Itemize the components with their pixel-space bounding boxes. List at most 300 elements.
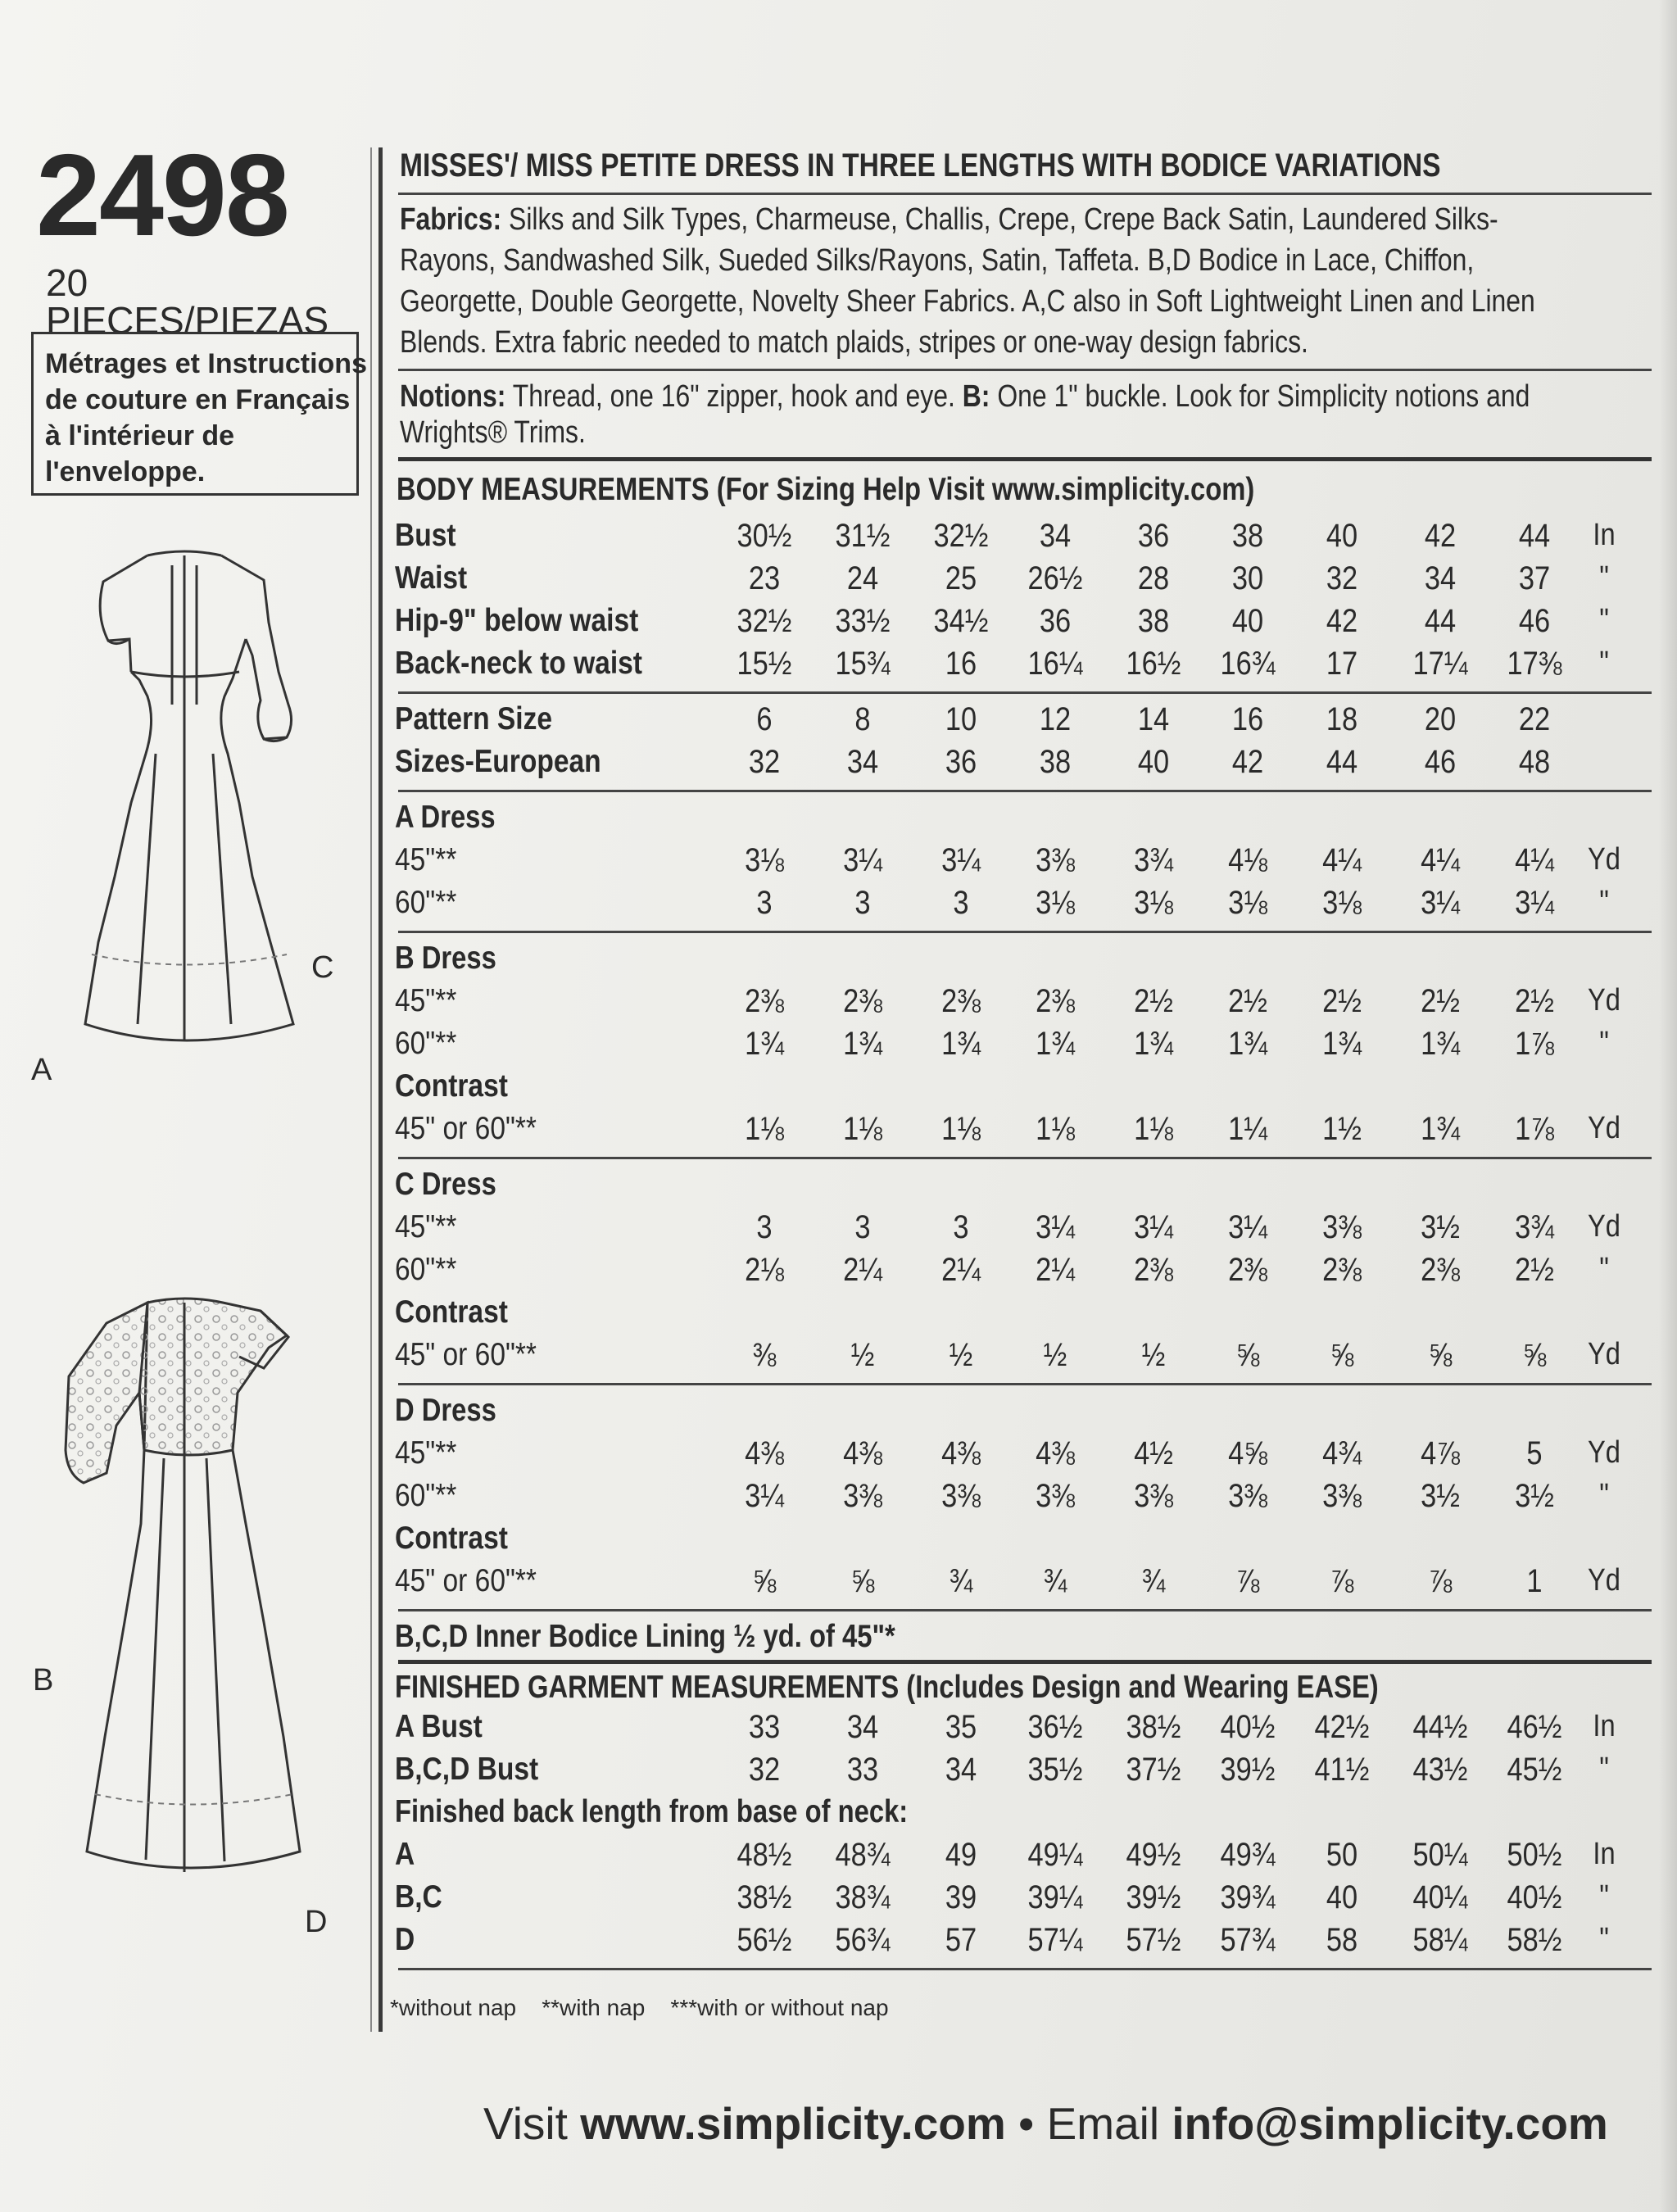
table-cell: 33: [748, 1709, 781, 1745]
table-cell: 41½: [1314, 1752, 1370, 1788]
table-cell: 45½: [1507, 1752, 1562, 1788]
table-cell: 23: [748, 560, 781, 596]
table-cell: 49¼: [1027, 1837, 1083, 1873]
body-measurements-heading: BODY MEASUREMENTS (For Sizing Help Visit www.simplicity.com): [397, 472, 1255, 507]
table-cell: 58¼: [1412, 1922, 1468, 1958]
table-cell: 38: [1039, 744, 1072, 780]
table-cell: 3¼: [1421, 885, 1460, 921]
rule-under-body: [398, 691, 1652, 694]
column-divider-thin: [370, 147, 372, 2032]
table-cell: 4⅞: [1421, 1435, 1460, 1471]
table-cell: 39¼: [1027, 1879, 1083, 1915]
unit-label: ": [1599, 1026, 1609, 1060]
table-cell: 2⅜: [843, 983, 882, 1019]
back-length-heading: Finished back length from base of neck:: [395, 1794, 909, 1829]
table-cell: 39½: [1126, 1879, 1181, 1915]
table-cell: 56¾: [835, 1922, 891, 1958]
table-cell: 1½: [1322, 1111, 1362, 1147]
table-cell: 44: [1326, 744, 1358, 780]
yardage-heading: C Dress: [395, 1167, 496, 1202]
size-row: [392, 701, 1653, 744]
french-line-3: à l'intérieur de: [45, 420, 235, 451]
yardage-row: [392, 1435, 1653, 1478]
table-cell: 26½: [1027, 560, 1083, 596]
yardage-row: [392, 1478, 1653, 1521]
table-cell: ¾: [949, 1563, 973, 1599]
row-label: Bust: [395, 518, 456, 553]
table-cell: 3¼: [745, 1478, 784, 1514]
unit-label: ": [1599, 1922, 1609, 1956]
table-cell: 15½: [737, 646, 792, 682]
rule-under-title: [398, 193, 1652, 195]
table-cell: 3½: [1421, 1478, 1460, 1514]
table-cell: 40: [1137, 744, 1170, 780]
dress-b-d-back-sketch: [49, 1278, 328, 1933]
table-cell: 38: [1137, 603, 1170, 639]
unit-label: Yd: [1588, 983, 1620, 1018]
table-cell: 58½: [1507, 1922, 1562, 1958]
finished-length-row: [392, 1837, 1653, 1879]
table-cell: 28: [1137, 560, 1170, 596]
unit-label: Yd: [1588, 1111, 1620, 1145]
table-cell: 1¾: [745, 1026, 784, 1062]
table-cell: 40½: [1220, 1709, 1276, 1745]
row-label: A Bust: [395, 1709, 483, 1744]
table-cell: 17: [1326, 646, 1358, 682]
table-cell: 18: [1326, 701, 1358, 737]
unit-label: ": [1599, 1478, 1609, 1512]
table-cell: 2⅛: [745, 1252, 784, 1288]
table-cell: 42: [1326, 603, 1358, 639]
table-cell: 42½: [1314, 1709, 1370, 1745]
table-cell: 32½: [737, 603, 792, 639]
nap-footnote: *without nap **with nap ***with or without nap: [390, 1995, 889, 2020]
table-cell: ⅝: [1330, 1337, 1354, 1373]
table-cell: 58: [1326, 1922, 1358, 1958]
row-label: 60"**: [395, 1252, 457, 1287]
french-line-4: l'enveloppe.: [45, 456, 206, 487]
table-cell: 2½: [1322, 983, 1362, 1019]
table-cell: 48½: [737, 1837, 792, 1873]
table-cell: 1¾: [1421, 1111, 1460, 1147]
table-cell: ⅝: [1522, 1337, 1547, 1373]
table-cell: 1¾: [941, 1026, 981, 1062]
row-label: Contrast: [395, 1294, 508, 1330]
table-cell: 3⅜: [1322, 1209, 1362, 1245]
table-cell: 42: [1231, 744, 1264, 780]
table-cell: 4⅜: [745, 1435, 784, 1471]
table-cell: 4½: [1134, 1435, 1173, 1471]
table-cell: 3⅛: [1322, 885, 1362, 921]
table-cell: 2⅜: [745, 983, 784, 1019]
fabrics-line-2: Rayons, Sandwashed Silk, Sueded Silks/Rayons, Satin, Taffeta. B,D Bodice in Lace, Chiffon,: [400, 243, 1475, 278]
pattern-number: 2498: [36, 130, 288, 261]
table-cell: 3⅛: [745, 842, 784, 878]
yardage-row: [392, 1252, 1653, 1294]
table-cell: 57: [945, 1922, 977, 1958]
notions-b-label: B:: [962, 379, 990, 414]
table-cell: 38½: [1126, 1709, 1181, 1745]
table-cell: 3: [953, 885, 969, 921]
table-cell: 2⅜: [941, 983, 981, 1019]
table-cell: 34: [1039, 518, 1072, 554]
table-cell: 46: [1424, 744, 1457, 780]
rule-under-yardage: [398, 1383, 1652, 1385]
table-cell: 3⅜: [1228, 1478, 1267, 1514]
table-cell: ⅞: [1235, 1563, 1260, 1599]
table-cell: 2⅜: [1228, 1252, 1267, 1288]
table-cell: 1: [1526, 1563, 1543, 1599]
table-cell: 2½: [1515, 1252, 1554, 1288]
finished-measurements-heading: FINISHED GARMENT MEASUREMENTS (Includes Design and Wearing EASE): [395, 1670, 1379, 1705]
table-cell: 16¾: [1220, 646, 1276, 682]
table-cell: 4¼: [1421, 842, 1460, 878]
table-cell: 3½: [1421, 1209, 1460, 1245]
table-cell: 57½: [1126, 1922, 1181, 1958]
yardage-row: [392, 1337, 1653, 1380]
table-cell: ½: [1043, 1337, 1067, 1373]
table-cell: 3¾: [1134, 842, 1173, 878]
notions-text-c: One 1" buckle. Look for Simplicity notions and: [990, 379, 1530, 414]
row-label: 60"**: [395, 885, 457, 920]
table-cell: 3⅜: [1036, 1478, 1075, 1514]
table-cell: 2⅜: [1322, 1252, 1362, 1288]
view-label-a: A: [31, 1053, 52, 1087]
unit-label: Yd: [1588, 1337, 1620, 1371]
table-cell: ⅞: [1330, 1563, 1354, 1599]
table-cell: 3¾: [1515, 1209, 1554, 1245]
table-cell: 3: [854, 885, 871, 921]
table-cell: 3⅜: [843, 1478, 882, 1514]
left-column: [0, 0, 369, 2048]
table-cell: 50: [1326, 1837, 1358, 1873]
table-cell: 43½: [1412, 1752, 1468, 1788]
table-cell: ½: [1141, 1337, 1166, 1373]
french-line-2: de couture en Français: [45, 384, 351, 415]
yardage-row: [392, 1209, 1653, 1252]
table-cell: 14: [1137, 701, 1170, 737]
unit-label: In: [1593, 1709, 1616, 1743]
table-cell: 40¼: [1412, 1879, 1468, 1915]
table-cell: 40: [1326, 518, 1358, 554]
unit-label: ": [1599, 1752, 1609, 1786]
rule-under-sizes: [398, 790, 1652, 792]
yardage-row: [392, 1068, 1653, 1111]
row-label: 60"**: [395, 1026, 457, 1061]
table-cell: 2¼: [1036, 1252, 1075, 1288]
fabrics-line-1: [400, 198, 1498, 241]
table-cell: 4¼: [1322, 842, 1362, 878]
french-instructions-note: [31, 332, 367, 496]
table-cell: 37: [1518, 560, 1551, 596]
table-cell: 3⅛: [1036, 885, 1075, 921]
yardage-row: [392, 885, 1653, 927]
bodice-lining-note: B,C,D Inner Bodice Lining ½ yd. of 45"*: [395, 1619, 895, 1654]
table-cell: 2⅜: [1134, 1252, 1173, 1288]
notions-text-a: Thread, one 16" zipper, hook and eye.: [505, 379, 963, 414]
dress-a-c-back-sketch: [49, 533, 320, 1073]
table-cell: 3¼: [941, 842, 981, 878]
body-measurement-row: [392, 560, 1653, 603]
footer-separator: • Email: [1005, 2098, 1172, 2149]
table-cell: 4⅜: [843, 1435, 882, 1471]
table-cell: 3¼: [1134, 1209, 1173, 1245]
table-cell: 44: [1424, 603, 1457, 639]
table-cell: 39¾: [1220, 1879, 1276, 1915]
yardage-heading: B Dress: [395, 941, 496, 976]
row-label: 60"**: [395, 1478, 457, 1513]
table-cell: 48¾: [835, 1837, 891, 1873]
table-cell: 42: [1424, 518, 1457, 554]
view-label-d: D: [305, 1905, 328, 1939]
notions-label: Notions:: [400, 379, 506, 414]
row-label: D: [395, 1922, 415, 1957]
table-cell: 1¾: [1421, 1026, 1460, 1062]
yardage-heading: D Dress: [395, 1393, 496, 1428]
rule-under-yardage: [398, 1157, 1652, 1159]
table-cell: 1¾: [1134, 1026, 1173, 1062]
table-cell: ⅜: [752, 1337, 777, 1373]
table-cell: 4⅛: [1228, 842, 1267, 878]
table-cell: 32: [748, 744, 781, 780]
footer-email[interactable]: info@simplicity.com: [1172, 2098, 1608, 2149]
table-cell: 49½: [1126, 1837, 1181, 1873]
table-cell: 37½: [1126, 1752, 1181, 1788]
table-cell: 33: [846, 1752, 879, 1788]
table-cell: 38: [1231, 518, 1264, 554]
unit-label: Yd: [1588, 1435, 1620, 1470]
table-cell: ⅝: [752, 1563, 777, 1599]
table-cell: 49: [945, 1837, 977, 1873]
fabrics-line-4: Blends. Extra fabric needed to match plaids, stripes or one-way design fabrics.: [400, 325, 1308, 360]
table-cell: 44: [1518, 518, 1551, 554]
table-cell: 4⅝: [1228, 1435, 1267, 1471]
yardage-heading: A Dress: [395, 800, 496, 835]
column-divider: [378, 147, 383, 2032]
table-cell: 24: [846, 560, 879, 596]
table-cell: 3⅛: [1134, 885, 1173, 921]
table-cell: 30½: [737, 518, 792, 554]
body-measurement-row: [392, 603, 1653, 646]
table-cell: 39½: [1220, 1752, 1276, 1788]
table-cell: 4¾: [1322, 1435, 1362, 1471]
table-cell: ⅝: [850, 1563, 875, 1599]
table-cell: 25: [945, 560, 977, 596]
table-cell: 30: [1231, 560, 1264, 596]
table-cell: 20: [1424, 701, 1457, 737]
table-cell: 48: [1518, 744, 1551, 780]
table-cell: 16½: [1126, 646, 1181, 682]
footer-url[interactable]: www.simplicity.com: [580, 2098, 1006, 2149]
table-cell: 1⅛: [1134, 1111, 1173, 1147]
fabrics-text-1: Silks and Silk Types, Charmeuse, Challis, Crepe, Crepe Back Satin, Laundered Silks-: [509, 202, 1498, 237]
row-label: Contrast: [395, 1068, 508, 1104]
row-label: 45" or 60"**: [395, 1563, 537, 1598]
rule-under-yardage: [398, 931, 1652, 933]
table-cell: 56½: [737, 1922, 792, 1958]
table-cell: 1¾: [843, 1026, 882, 1062]
rule-under-fabrics: [398, 369, 1652, 371]
table-cell: 34: [846, 1709, 879, 1745]
row-label: 45" or 60"**: [395, 1337, 537, 1372]
table-cell: ½: [949, 1337, 973, 1373]
row-label: 45"**: [395, 1435, 457, 1471]
table-cell: 49¾: [1220, 1837, 1276, 1873]
finished-bust-row: [392, 1752, 1653, 1794]
view-label-b: B: [33, 1663, 54, 1698]
table-cell: 3½: [1515, 1478, 1554, 1514]
table-cell: 39: [945, 1879, 977, 1915]
table-cell: 1⅛: [745, 1111, 784, 1147]
table-cell: 3⅜: [1036, 842, 1075, 878]
unit-label: In: [1593, 518, 1616, 552]
table-cell: 2½: [1515, 983, 1554, 1019]
table-cell: 40: [1231, 603, 1264, 639]
table-cell: 6: [756, 701, 773, 737]
table-cell: 32: [1326, 560, 1358, 596]
rule-under-finished: [398, 1968, 1652, 1970]
table-cell: 32½: [933, 518, 989, 554]
table-cell: 40: [1326, 1879, 1358, 1915]
finished-length-row: [392, 1922, 1653, 1965]
row-label: 45" or 60"**: [395, 1111, 537, 1146]
row-label: B,C,D Bust: [395, 1752, 539, 1787]
unit-label: Yd: [1588, 1209, 1620, 1244]
table-cell: ¾: [1043, 1563, 1067, 1599]
footer-visit: Visit: [483, 2098, 581, 2149]
table-cell: 4⅜: [1036, 1435, 1075, 1471]
rule-under-yardage: [398, 1609, 1652, 1611]
table-cell: 46: [1518, 603, 1551, 639]
row-label: Waist: [395, 560, 468, 596]
table-cell: 22: [1518, 701, 1551, 737]
table-cell: 34: [945, 1752, 977, 1788]
table-cell: 50½: [1507, 1837, 1562, 1873]
table-cell: ½: [850, 1337, 875, 1373]
table-cell: 34: [846, 744, 879, 780]
table-cell: 3¼: [1228, 1209, 1267, 1245]
row-label: B,C: [395, 1879, 442, 1915]
table-cell: 3: [756, 885, 773, 921]
row-label: Hip-9" below waist: [395, 603, 639, 638]
unit-label: ": [1599, 603, 1609, 637]
fabrics-line-3: Georgette, Double Georgette, Novelty Sheer Fabrics. A,C also in Soft Lightweight Linen and Linen: [400, 284, 1535, 319]
page-edge-shadow: [1659, 0, 1677, 2212]
table-cell: 17⅜: [1507, 646, 1562, 682]
unit-label: In: [1593, 1837, 1616, 1871]
table-cell: 1⅞: [1515, 1026, 1554, 1062]
table-cell: 17¼: [1412, 646, 1468, 682]
row-label: 45"**: [395, 983, 457, 1018]
table-cell: 1¾: [1036, 1026, 1075, 1062]
unit-label: ": [1599, 885, 1609, 919]
table-cell: 2⅜: [1421, 1252, 1460, 1288]
table-cell: 38¾: [835, 1879, 891, 1915]
yardage-row: [392, 983, 1653, 1026]
table-cell: 36: [1039, 603, 1072, 639]
body-measurement-row: [392, 518, 1653, 560]
unit-label: ": [1599, 560, 1609, 595]
row-label: A: [395, 1837, 415, 1872]
finished-length-row: [392, 1879, 1653, 1922]
pattern-title: MISSES'/ MISS PETITE DRESS IN THREE LENGTHS WITH BODICE VARIATIONS: [400, 147, 1441, 184]
table-cell: ⅞: [1428, 1563, 1453, 1599]
yardage-row: [392, 1026, 1653, 1068]
unit-label: Yd: [1588, 842, 1620, 877]
french-line-1: Métrages et Instructions: [45, 348, 367, 379]
table-cell: 1⅛: [941, 1111, 981, 1147]
yardage-row: [392, 1294, 1653, 1337]
table-cell: 36: [1137, 518, 1170, 554]
table-cell: 16: [1231, 701, 1264, 737]
table-cell: 1⅛: [843, 1111, 882, 1147]
table-cell: 15¾: [835, 646, 891, 682]
row-label: 45"**: [395, 842, 457, 877]
notions-line-2: Wrights® Trims.: [400, 415, 586, 450]
row-label: Pattern Size: [395, 701, 552, 737]
table-cell: 40½: [1507, 1879, 1562, 1915]
yardage-row: [392, 1563, 1653, 1606]
table-cell: 46½: [1507, 1709, 1562, 1745]
table-cell: 2½: [1421, 983, 1460, 1019]
table-cell: 31½: [835, 518, 891, 554]
table-cell: 12: [1039, 701, 1072, 737]
yardage-row: [392, 1111, 1653, 1154]
unit-label: ": [1599, 1252, 1609, 1286]
view-label-c: C: [311, 950, 334, 985]
table-cell: 34½: [933, 603, 989, 639]
table-cell: 3: [854, 1209, 871, 1245]
unit-label: ": [1599, 646, 1609, 680]
table-cell: 3⅛: [1228, 885, 1267, 921]
table-cell: 57¾: [1220, 1922, 1276, 1958]
table-cell: 10: [945, 701, 977, 737]
table-cell: 2⅜: [1036, 983, 1075, 1019]
table-cell: 1⅛: [1036, 1111, 1075, 1147]
table-cell: 16: [945, 646, 977, 682]
table-cell: ⅝: [1428, 1337, 1453, 1373]
table-cell: 3: [756, 1209, 773, 1245]
table-cell: 36½: [1027, 1709, 1083, 1745]
table-cell: 5: [1526, 1435, 1543, 1471]
body-measurement-row: [392, 646, 1653, 688]
table-cell: 44½: [1412, 1709, 1468, 1745]
piece-count: 20 PIECES/PIEZAS: [46, 261, 329, 342]
table-cell: 3⅜: [1134, 1478, 1173, 1514]
table-cell: 38½: [737, 1879, 792, 1915]
table-cell: 3⅜: [941, 1478, 981, 1514]
rule-under-lining: [398, 1660, 1652, 1664]
table-cell: 2½: [1134, 983, 1173, 1019]
table-cell: 3¼: [1515, 885, 1554, 921]
table-cell: 1¼: [1228, 1111, 1267, 1147]
row-label: 45"**: [395, 1209, 457, 1244]
footer-contact: [483, 2097, 1608, 2150]
finished-bust-row: [392, 1709, 1653, 1752]
table-cell: 35½: [1027, 1752, 1083, 1788]
fabrics-label: Fabrics:: [400, 202, 502, 237]
table-cell: 3⅜: [1322, 1478, 1362, 1514]
unit-label: Yd: [1588, 1563, 1620, 1598]
table-cell: 3¼: [843, 842, 882, 878]
table-cell: 2¼: [843, 1252, 882, 1288]
table-cell: 57¼: [1027, 1922, 1083, 1958]
table-cell: 36: [945, 744, 977, 780]
table-cell: 2½: [1228, 983, 1267, 1019]
table-cell: 33½: [835, 603, 891, 639]
rule-under-notions: [398, 457, 1652, 461]
table-cell: 34: [1424, 560, 1457, 596]
